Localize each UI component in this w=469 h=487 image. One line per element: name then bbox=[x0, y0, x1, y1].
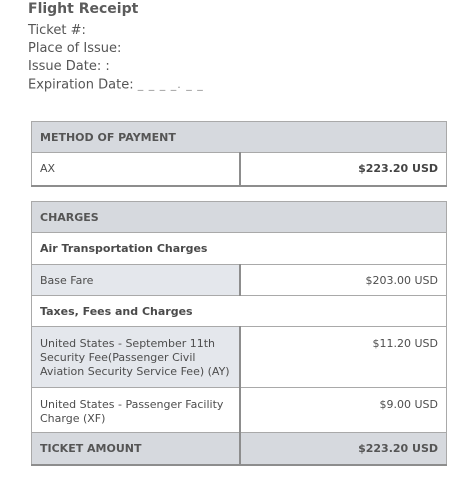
issue-date-label: Issue Date: : bbox=[28, 59, 110, 74]
expiration-date-value: _ _ _ _. _ _ bbox=[137, 78, 204, 91]
expiration-date-label: Expiration Date: bbox=[28, 77, 134, 93]
ticket-number-label: Ticket #: bbox=[28, 23, 86, 38]
charges-header: CHARGES bbox=[32, 202, 447, 233]
ticket-amount-label: TICKET AMOUNT bbox=[32, 433, 240, 465]
expiration-date-line bbox=[28, 76, 204, 94]
ticket-number-line bbox=[28, 22, 204, 40]
base-fare-amount: $203.00 USD bbox=[240, 265, 447, 296]
tax-line-label: United States - Passenger Facility Charge (XF) bbox=[32, 388, 240, 433]
payment-method: AX bbox=[32, 153, 240, 186]
base-fare-label: Base Fare bbox=[32, 265, 240, 296]
taxes-fees-heading: Taxes, Fees and Charges bbox=[32, 296, 447, 327]
issue-date-line bbox=[28, 58, 204, 76]
tax-line-label: United States - September 11th Security Fee(Passenger Civil Aviation Security Service Fee) (AY) bbox=[32, 327, 240, 388]
receipt-title: Flight Receipt bbox=[28, 1, 139, 17]
place-of-issue-line bbox=[28, 40, 204, 58]
tax-line-amount: $9.00 USD bbox=[240, 388, 447, 433]
payment-header: METHOD OF PAYMENT bbox=[32, 122, 447, 153]
air-transportation-heading: Air Transportation Charges bbox=[32, 233, 447, 265]
tax-line-amount: $11.20 USD bbox=[240, 327, 447, 388]
method-of-payment-table bbox=[31, 121, 447, 187]
ticket-amount-value: $223.20 USD bbox=[240, 433, 447, 465]
charges-table bbox=[31, 201, 447, 466]
payment-amount: $223.20 USD bbox=[240, 153, 447, 186]
place-of-issue-label: Place of Issue: bbox=[28, 41, 122, 56]
ticket-info bbox=[28, 22, 204, 94]
